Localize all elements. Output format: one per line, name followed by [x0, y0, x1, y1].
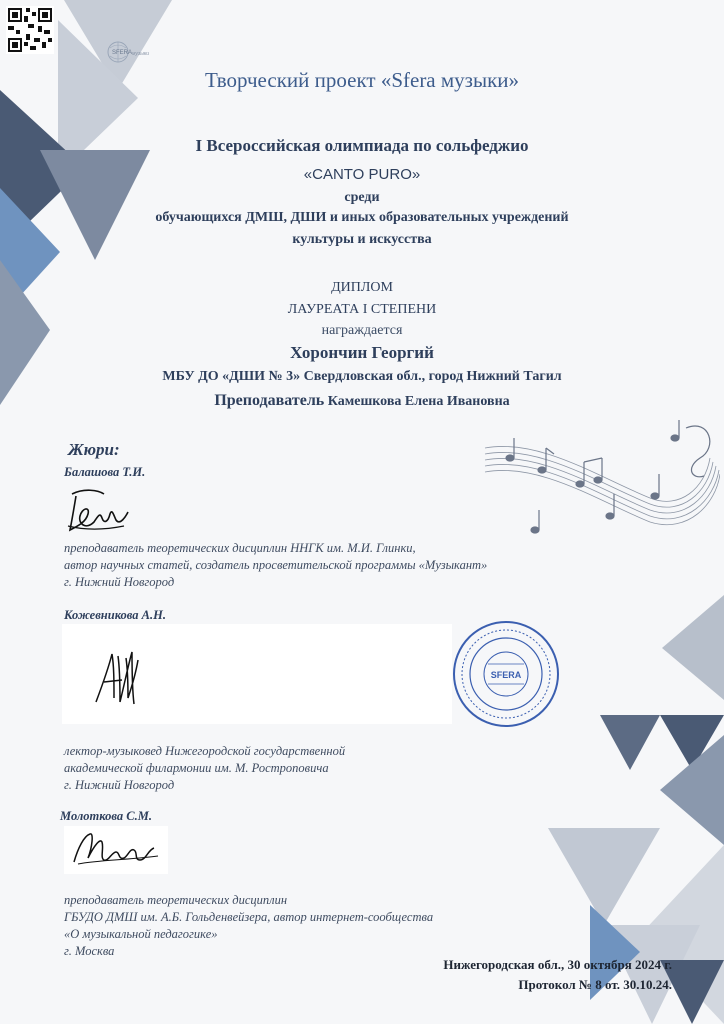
- school-text: МБУ ДО «ДШИ № 3» Свердловская обл., город Нижний Тагил: [162, 369, 562, 384]
- desc-line: академической филармонии им. М. Ростроповича: [64, 761, 329, 775]
- quote-open: «: [303, 166, 313, 183]
- desc-line: г. Нижний Новгород: [64, 778, 175, 792]
- jury-member-desc: [64, 540, 487, 591]
- signature-icon: [64, 486, 134, 536]
- olympiad-title: I Всероссийская олимпиада по сольфеджио: [195, 136, 529, 155]
- signature-icon: [68, 830, 164, 870]
- desc-line: преподаватель теоретических дисциплин: [64, 893, 288, 907]
- jury-member-name: Балашова Т.И.: [64, 465, 146, 479]
- triangle-decor: [662, 595, 724, 700]
- desc-line: лектор-музыковед Нижегородской государственной: [64, 744, 346, 758]
- triangle-decor: [548, 828, 660, 925]
- signature-icon: [92, 646, 146, 710]
- desc-line: «О музыкальной педагогике»: [64, 927, 218, 941]
- diploma-title: ДИПЛОМ: [331, 280, 393, 295]
- desc-line: г. Москва: [64, 944, 115, 958]
- jury-member-desc: [64, 892, 433, 960]
- signature-area: [62, 624, 452, 724]
- music-notes-icon: [480, 418, 720, 538]
- olympiad-name: [0, 166, 724, 184]
- jury-member-name: Молоткова С.М.: [60, 809, 152, 823]
- project-title: Творческий проект «Sfera музыки»: [204, 68, 520, 92]
- among-text: среди: [344, 190, 380, 205]
- diploma-degree: ЛАУРЕАТА I СТЕПЕНИ: [287, 302, 437, 317]
- qr-code-icon: [6, 6, 54, 54]
- triangle-decor: [600, 715, 660, 770]
- teacher-label: Преподаватель: [214, 392, 325, 409]
- participants-text: обучающихся ДМШ, ДШИ и иных образовательных учреждений: [155, 210, 569, 225]
- teacher-name: Камешкова Елена Ивановна: [327, 394, 510, 409]
- jury-title: Жюри:: [68, 440, 120, 459]
- jury-member-desc: [64, 743, 345, 794]
- quote-close: »: [411, 166, 421, 183]
- protocol-number: Протокол № 8 от. 30.10.24.: [518, 977, 672, 992]
- desc-line: ГБУДО ДМШ им. А.Б. Гольденвейзера, автор интернет-сообщества: [64, 910, 434, 924]
- signature-area: [64, 826, 168, 874]
- desc-line: преподаватель теоретических дисциплин ННГК им. М.И. Глинки,: [64, 541, 416, 555]
- desc-line: автор научных статей, создатель просветительской программы «Музыкант»: [64, 558, 488, 572]
- olympiad-name-text: CANTO PURO: [312, 166, 412, 183]
- jury-member-name: Кожевникова А.Н.: [64, 608, 166, 622]
- place-date: Нижегородская обл., 30 октября 2024 г.: [443, 957, 672, 972]
- teacher-line: [0, 392, 724, 410]
- recipient-name: Хорончин Георгий: [290, 343, 434, 362]
- culture-text: культуры и искусства: [292, 232, 432, 247]
- awarded-text: награждается: [321, 323, 403, 338]
- logo-subtext: музыки: [132, 51, 150, 57]
- stamp-icon: [452, 620, 560, 728]
- sfera-logo: [106, 38, 176, 66]
- logo-text: SFERA: [112, 50, 133, 56]
- sfera-logo-icon: [106, 38, 176, 66]
- desc-line: г. Нижний Новгород: [64, 575, 175, 589]
- stamp-center-text: SFERA: [490, 670, 522, 680]
